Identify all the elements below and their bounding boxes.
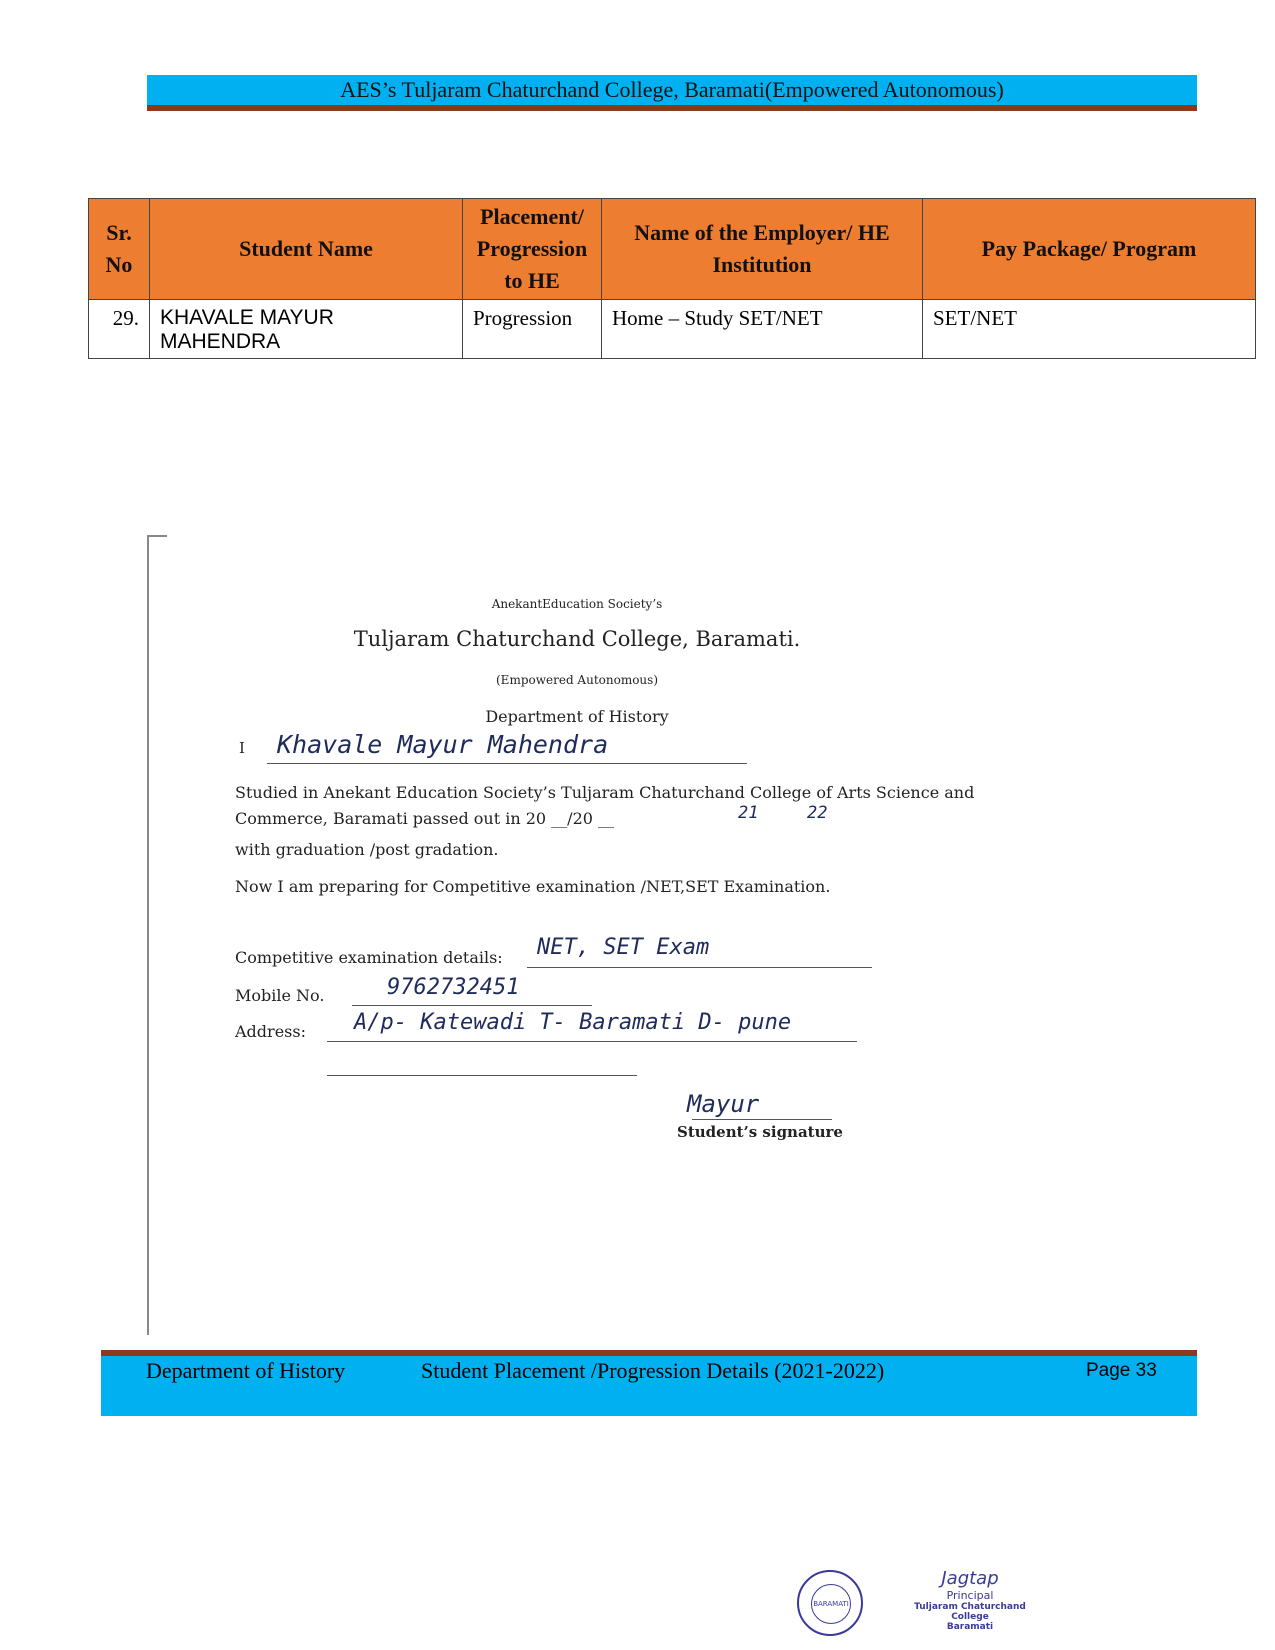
col-sr-no: Sr. No [89, 199, 150, 300]
header-title: AES’s Tuljaram Chaturchand College, Baramati(Empowered Autonomous) [340, 77, 1004, 102]
handwritten-signature: Mayur [687, 1090, 760, 1118]
principal-signature: Jagtap [941, 1568, 999, 1589]
signature-underline [692, 1119, 832, 1120]
letter-department: Department of History [485, 707, 669, 726]
handwritten-student-name: Khavale Mayur Mahendra [277, 730, 609, 759]
footer-title: Student Placement /Progression Details (2021-2022) [421, 1358, 885, 1383]
col-student-name: Student Name [150, 199, 463, 300]
mobile-label: Mobile No. [235, 986, 325, 1005]
letter-i-label: I [239, 739, 245, 757]
principal-city: Baramati [946, 1622, 994, 1632]
principal-college: Tuljaram Chaturchand College [914, 1602, 1026, 1622]
placement-table [88, 198, 1256, 359]
college-seal [797, 1570, 863, 1636]
cell-placement: Progression [463, 300, 602, 359]
cell-student-name: KHAVALE MAYUR MAHENDRA [150, 300, 463, 359]
page-footer [101, 1356, 1197, 1416]
page-number [1086, 1360, 1157, 1382]
table-header-row [89, 199, 1256, 300]
handwritten-year-from: 21 [738, 803, 759, 823]
page-label: Page [1086, 1360, 1131, 1381]
table-row [89, 300, 1256, 359]
handwritten-year-to: 22 [807, 803, 828, 823]
address-label: Address: [235, 1022, 306, 1041]
name-underline [267, 763, 747, 764]
footer-department: Department of History [146, 1358, 346, 1383]
scan-edge-top [147, 535, 167, 537]
letter-studied-text: Studied in Anekant Education Society’s Tuljaram Chaturchand College of Arts Science and Commerce, Baramati passed out in 20 __/20 __ [235, 783, 975, 828]
scanned-letter [147, 535, 1007, 1335]
col-pay-package: Pay Package/ Program [923, 199, 1256, 300]
scan-edge [147, 535, 149, 1335]
handwritten-address-value: A/p- Katewadi T- Baramati D- pune [354, 1010, 792, 1035]
principal-stamp [895, 1568, 1045, 1632]
handwritten-mobile-value: 9762732451 [387, 975, 520, 1000]
cell-pay-package: SET/NET [923, 300, 1256, 359]
header-rule [147, 105, 1197, 111]
address-underline [327, 1041, 857, 1042]
cell-sr-no: 29. [89, 300, 150, 359]
competitive-underline [527, 967, 872, 968]
competitive-label: Competitive examination details: [235, 948, 503, 967]
col-placement: Placement/ Progression to HE [463, 199, 602, 300]
handwritten-competitive-value: NET, SET Exam [537, 935, 710, 960]
signature-label: Student’s signature [677, 1123, 843, 1141]
letter-society: AnekantEducation Society’s [491, 597, 663, 611]
letter-preparing-text: Now I am preparing for Competitive examination /NET,SET Examination. [235, 877, 831, 896]
letter-autonomous: (Empowered Autonomous) [496, 673, 658, 687]
cell-employer: Home – Study SET/NET [602, 300, 923, 359]
seal-text: BARAMATI [811, 1584, 851, 1624]
principal-title: Principal [946, 1589, 994, 1602]
mobile-underline [352, 1005, 592, 1006]
letter-graduation-text: with graduation /post gradation. [235, 840, 499, 859]
col-employer: Name of the Employer/ HE Institution [602, 199, 923, 300]
page-number-value: 33 [1135, 1360, 1157, 1381]
page-header [147, 75, 1197, 105]
letter-college: Tuljaram Chaturchand College, Baramati. [353, 627, 801, 651]
address-underline-2 [327, 1075, 637, 1076]
